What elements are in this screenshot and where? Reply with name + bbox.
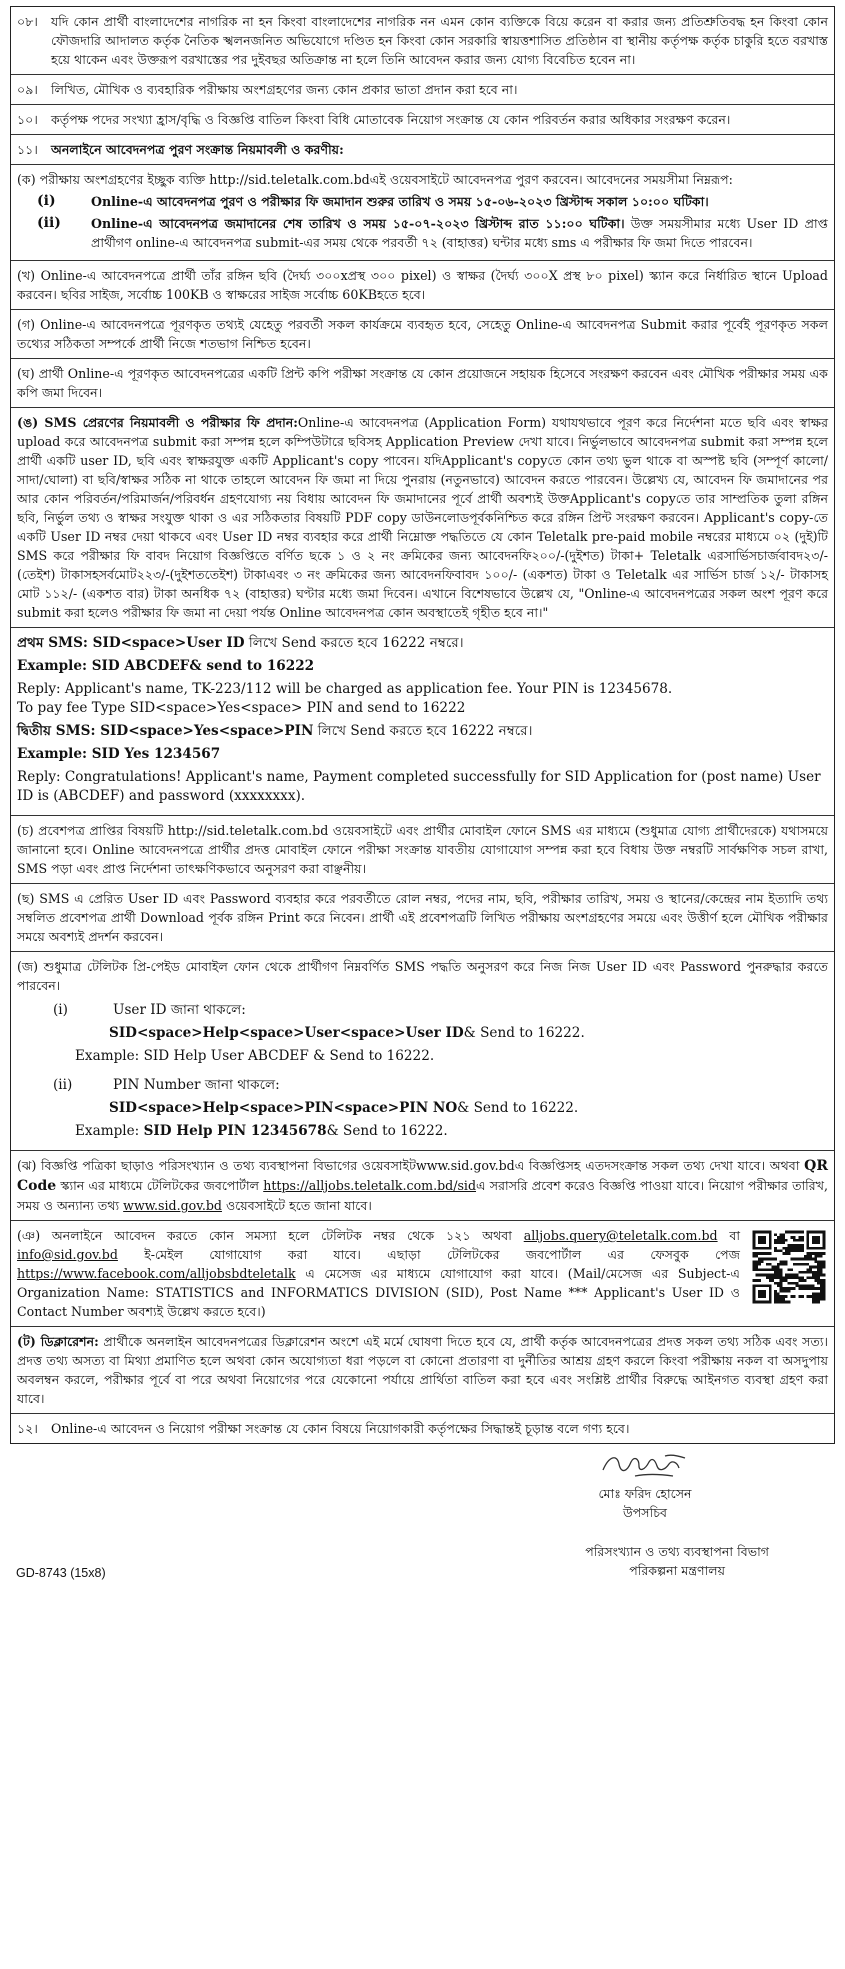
facebook-page-link[interactable]: https://www.facebook.com/alljobsbdteletalk: [17, 1266, 296, 1281]
roman-number: (ii): [53, 1077, 73, 1093]
qr-code-label: QR Code: [17, 1158, 828, 1194]
qr-code-icon[interactable]: [750, 1228, 828, 1306]
jha-text-2: স্ক্যান এর মাধ্যমে টেলিটকের জবপোর্টাল: [56, 1178, 264, 1193]
user-id-command: SID<space>Help<space>User<space>User ID: [109, 1025, 464, 1041]
pin-example-pre: Example:: [75, 1123, 144, 1139]
sub-clause-uma: [11, 408, 834, 628]
schedule-end-bold: Online-এ আবেদনপত্র জমাদানের শেষ তারিখ ও সময় ১৫-০৭-২০২৩ খ্রিস্টাব্দ রাত ১১:০০ ঘটিকা।: [91, 216, 625, 231]
sub-clause-ta: [11, 1327, 834, 1414]
notice-frame: [10, 6, 835, 1444]
pin-example-bold: SID Help PIN 12345678: [143, 1123, 327, 1139]
gd-code: GD-8743 (15x8): [16, 1566, 106, 1580]
pin-known-title: PIN Number জানা থাকলে:: [113, 1077, 280, 1093]
clause-09: [11, 75, 834, 105]
division-name: পরিসংখ্যান ও তথ্য ব্যবস্থাপনা বিভাগ: [585, 1544, 769, 1559]
sub-clause-kha: (খ) Online-এ আবেদনপত্রে প্রার্থী তাঁর রঙ্গিন ছবি (দৈর্ঘ্য ৩০০xপ্রস্থ ৩০০ pixel) ও স্বাক্ষর (দৈর্ঘ্য ৩০০X প্রস্থ ৮০ pixel) স্ক্যান করে নির্ধারিত স্থানে Upload করবেন। ছবির সাইজ, সর্বোচ্চ 100KB ও স্বাক্ষরের সাইজ সর্বোচ্চ 60KBহতে হবে।: [11, 261, 834, 310]
clause-number: ১১।: [17, 142, 38, 157]
jha-text-3: এ সরাসরি প্রবেশ করেও বিজ্ঞপ্তি পাওয়া যাবে। নিয়োগ পরীক্ষার তারিখ, সময় ও অন্যান্য তথ্য: [17, 1178, 828, 1213]
user-id-example: Example: SID Help User ABCDEF & Send to 16222.: [75, 1048, 435, 1064]
clause-10: [11, 105, 834, 135]
sub-clause-cha: (চ) প্রবেশপত্র প্রাপ্তির বিষয়টি http://sid.teletalk.com.bd ওয়েবসাইটে এবং প্রার্থীর মোবাইল ফোনে SMS এর মাধ্যমে (শুধুমাত্র যোগ্য প্রার্থীদেরকে) যথাসময়ে জানানো হবে। Online আবেদনপত্রে প্রার্থীর প্রদত্ত মোবাইল ফোনে পরীক্ষা সংক্রান্ত যাবতীয় যোগাযোগ সম্পন্ন করা হবে বিধায় উক্ত নম্বরটি সার্বক্ষণিক সচল রাখা, SMS পড়া এবং প্রাপ্ত নির্দেশনা তাৎক্ষণিকভাবে অনুসরণ করা বাঞ্ছনীয়।: [11, 816, 834, 884]
first-sms-example: Example: SID ABCDEF& send to 16222: [17, 658, 315, 674]
alljobs-sid-link[interactable]: https://alljobs.teletalk.com.bd/sid: [263, 1178, 477, 1193]
roman-number: (ii): [37, 215, 61, 231]
sub-clause-ja: [11, 952, 834, 1151]
sub-clause-ka: [11, 165, 834, 261]
clause-08: [11, 7, 834, 75]
handwritten-signature-icon: [595, 1448, 695, 1482]
clause-number: ০৮।: [17, 14, 38, 29]
schedule-start-text: Online-এ আবেদনপত্র পুরণ ও পরীক্ষার ফি জমাদান শুরুর তারিখ ও সময় ১৫-০৬-২০২৩ খ্রিস্টাব্দ সকাল ১০:০০ ঘটিকা।: [91, 194, 709, 209]
sms-instructions: [11, 628, 834, 816]
clause-12: [11, 1414, 834, 1443]
schedule-start: [37, 192, 828, 211]
nya-text-2: বা: [717, 1228, 740, 1243]
declaration-text: প্রার্থীকে অনলাইন আবেদনপত্রের ডিক্লারেশন অংশে এই মর্মে ঘোষণা দিতে হবে যে, প্রার্থী কর্তৃক আবেদনপত্রের প্রদত্ত সকল তথ্য সঠিক এবং সত্য। প্রদত্ত তথ্য অসত্য বা মিথ্যা প্রমাণিত হলে অথবা কোন অযোগ্যতা ধরা পড়লে বা কোনো প্রতারণা বা দুর্নীতির আশ্রয় গ্রহণ করলে কিংবা পরীক্ষায় নকল বা অসদুপায় অবলম্বন করলে, পরীক্ষার পূর্বে বা পরে অথবা নিয়োগের পরে যেকোনো পর্যায়ে প্রার্থিতা বাতিল করা হবে এবং সংশ্লিষ্ট প্রার্থীর বিরুদ্ধে আইনগত ব্যবস্থা গ্রহণ করা যাবে।: [17, 1334, 828, 1406]
first-sms-rest: লিখে Send করতে হবে 16222 নম্বরে।: [244, 635, 464, 651]
clause-heading: অনলাইনে আবেদনপত্র পুরণ সংক্রান্ত নিয়মাবলী ও করণীয়:: [51, 142, 344, 157]
sub-clause-ga: (গ) Online-এ আবেদনপত্রে পূরণকৃত তথ্যই যেহেতু পরবর্তী সকল কার্যক্রমে ব্যবহৃত হবে, সেহেতু Online-এ আবেদনপত্র Submit করার পূর্বেই পূরণকৃত সকল তথ্যের সঠিকতা সম্পর্কে প্রার্থী নিজে শতভাগ নিশ্চিত হবেন।: [11, 310, 834, 359]
pin-command-rest: & Send to 16222.: [457, 1100, 579, 1116]
declaration-heading: (ট) ডিক্লারেশন:: [17, 1334, 99, 1349]
roman-number: (i): [53, 1002, 68, 1018]
schedule-end-rest: উক্ত সময়সীমার মধ্যে User ID প্রাপ্ত প্রার্থীগণ online-এ আবেদনপত্র submit-এর সময় থেকে পরবর্তী ৭২ (বাহাত্তর) ঘন্টার মধ্যে sms এ পরীক্ষার ফি জমা দিতে পারবেন।: [91, 216, 828, 250]
schedule-end: [37, 214, 828, 252]
signatory-name: মোঃ ফরিদ হোসেন: [598, 1486, 692, 1501]
second-sms-label: দ্বিতীয় SMS: SID<space>Yes<space>PIN: [17, 723, 314, 739]
sub-clause-gha: (ঘ) প্রার্থী Online-এ পূরণকৃত আবেদনপত্রের একটি প্রিন্ট কপি পরীক্ষা সংক্রান্ত যে কোন প্রয়োজনে সহায়ক হিসেবে সংরক্ষণ করবেন এবং মৌখিক পরীক্ষার সময় এক কপি জমা দিবেন।: [11, 359, 834, 408]
clause-text: লিখিত, মৌখিক ও ব্যবহারিক পরীক্ষায় অংশগ্রহণের জন্য কোন প্রকার ভাতা প্রদান করা হবে না।: [51, 82, 518, 97]
signatory-block: [595, 1448, 695, 1522]
user-id-known-title: User ID জানা থাকলে:: [113, 1002, 246, 1018]
footer: [10, 1542, 835, 1580]
nya-text-1: (ঞ) অনলাইনে আবেদন করতে কোন সমস্যা হলে টেলিটক নম্বর থেকে ১২১ অথবা: [17, 1228, 524, 1243]
user-id-command-rest: & Send to 16222.: [463, 1025, 585, 1041]
pin-command: SID<space>Help<space>PIN<space>PIN NO: [109, 1100, 458, 1116]
second-sms-reply: Reply: Congratulations! Applicant's name, Payment completed successfully for SID Application for (post name) User ID is (ABCDEF) and password (xxxxxxxx).: [17, 769, 821, 804]
sms-rules-heading: (ঙ) SMS প্রেরণের নিয়মাবলী ও পরীক্ষার ফি প্রদান:: [17, 415, 298, 430]
clause-text: Online-এ আবেদন ও নিয়োগ পরীক্ষা সংক্রান্ত যে কোন বিষয়ে নিয়োগকারী কর্তৃপক্ষের সিদ্ধান্তই চূড়ান্ত বলে গণ্য হবে।: [51, 1421, 630, 1436]
jha-text-4: ওয়েবসাইটে হতে জানা যাবে।: [221, 1198, 372, 1213]
clause-11-heading: [11, 135, 834, 165]
nya-text-4: এ মেসেজ এর মাধ্যমে যোগাযোগ করা যাবে। (Mail/মেসেজ এর Subject-এ Organization Name: STATISTICS and INFORMATICS DIVISION (SID), Post Name *** Applicant's User ID ও Contact Number অবশ্যই উল্লেখ করতে হবে।): [17, 1266, 740, 1319]
nya-text-3: ই-মেইল যোগাযোগ করা যাবে। এছাড়া টেলিটকের জবপোর্টাল এর ফেসবুক পেজ: [117, 1247, 740, 1262]
ministry-name: পরিকল্পনা মন্ত্রণালয়: [629, 1563, 726, 1578]
sid-website-link[interactable]: www.sid.gov.bd: [123, 1198, 222, 1213]
clause-text: কর্তৃপক্ষ পদের সংখ্যা হ্রাস/বৃদ্ধি ও বিজ্ঞপ্তি বাতিল কিংবা বিধি মোতাবেক নিয়োগ সংক্রান্ত যে কোন পরিবর্তন করার অধিকার সংরক্ষণ করেন।: [51, 112, 731, 127]
roman-number: (i): [37, 193, 56, 209]
jha-text-1: (ঝ) বিজ্ঞপ্তি পত্রিকা ছাড়াও পরিসংখ্যান ও তথ্য ব্যবস্থাপনা বিভাগের ওয়েবসাইটwww.sid.gov.bdএ বিজ্ঞপ্তিসহ এতদসংক্রান্ত সকল তথ্য দেখা যাবে। অথবা: [17, 1158, 805, 1173]
clause-number: ১০।: [17, 112, 38, 127]
second-sms-rest: লিখে Send করতে হবে 16222 নম্বরে।: [313, 723, 533, 739]
sms-rules-text: Online-এ আবেদনপত্র (Application Form) যথাযথভাবে পূরণ করে নির্দেশনা মতে ছবি এবং স্বাক্ষর upload করে আবেদনপত্র submit করা সম্পন্ন হলে কম্পিউটারে ছবিসহ Application Preview দেখা যাবে। নির্ভুলভাবে আবেদনপত্র submit করা সম্পন্ন হলে প্রার্থী একটি user ID, ছবি এবং স্বাক্ষরযুক্ত একটি Applicant's copy পাবেন। যদিApplicant's copyতে কোন তথ্য ভুল থাকে বা অস্পষ্ট ছবি (সম্পূর্ণ কালো/সাদা/ঘোলা) বা ছবি/স্বাক্ষর সঠিক না থাকে তাহলে আবেদন ফি জমা না দিয়ে পুনরায় (নতুনভাবে) আবেদন করতে পারবেন। উল্লেখ্য যে, আবেদন ফি জমাদানের পর আর কোন পরিবর্তন/পরিমার্জন/পরিবর্ধন গ্রহণযোগ্য নয় বিধায় আবেদন ফি জমাদানের পূর্বে প্রার্থী অবশ্যই উক্তApplicant's copyতে তার সাম্প্রতিক তুলা রঙ্গিন ছবি, নির্ভুল তথ্য ও স্বাক্ষর সংযুক্ত থাকা ও এর সঠিকতার বিষয়টি PDF copy ডাউনলোডপূর্বকনিশ্চিত করে রঙ্গিন প্রিন্ট সংরক্ষণ করবেন। Applicant's copy-তে একটি User ID নম্বর দেয়া থাকবে এবং User ID নম্বর ব্যবহার করে প্রার্থী নিম্নোক্ত পদ্ধতিতে যে কোন Teletalk pre-paid mobile নম্বরের মাধ্যমে ০২ (দুই)টি SMS করে পরীক্ষার ফি বাবদ নিয়োগ বিজ্ঞপ্তিতে বর্ণিত ছকে ১ ও ২ নং ক্রমিকের জন্য আবেদনফি২০০/-(দুইশত) টাকা+ Teletalk এরসার্ভিসচার্জবাবদ২৩/- (তেইশ) টাকাসহসর্বমোট২২৩/-(দুইশততেইশ) টাকাএবং ৩ নং ক্রমিকের জন্য আবেদনফিবাবদ ১০০/- (একশত) টাকা ও Teletalk এর সার্ভিস চার্জ ১২/- টাকাসহ মোট ১১২/- (একশত বার) টাকা অনধিক ৭২ (বাহাত্তর) ঘণ্টার মধ্যে জমা দিবেন। এখানে বিশেষভাবে উল্লেখ যে, "Online-এ আবেদনপত্রের সকল অংশ পূরণ করে submit করা হলেও পরীক্ষার ফি জমা না দেয়া পর্যন্ত Online আবেদনপত্র কোন অবস্থাতেই গৃহীত হবে না।": [17, 415, 829, 620]
first-sms-reply-2: To pay fee Type SID<space>Yes<space> PIN and send to 16222: [17, 700, 466, 716]
signature-area: [10, 1444, 835, 1542]
teletalk-query-email-link[interactable]: alljobs.query@teletalk.com.bd: [523, 1228, 718, 1243]
second-sms-example: Example: SID Yes 1234567: [17, 746, 221, 762]
clause-number: ০৯।: [17, 82, 38, 97]
sub-clause-nya: [11, 1221, 834, 1327]
sub-clause-chha: (ছ) SMS এ প্রেরিত User ID এবং Password ব্যবহার করে পরবর্তীতে রোল নম্বর, পদের নাম, ছবি, পরীক্ষার তারিখ, সময় ও স্থানের/কেন্দ্রের নাম ইত্যাদি তথ্য সম্বলিত প্রবেশপত্র প্রার্থী Download পূর্বক রঙ্গিন Print করে নিবেন। প্রার্থী এই প্রবেশপত্রটি লিখিত পরীক্ষায় অংশগ্রহণের সময়ে এবং উত্তীর্ণ হলে মৌখিক পরীক্ষার সময়ে অবশ্যই প্রদর্শন করবেন।: [11, 884, 834, 952]
clause-number: ১২।: [17, 1421, 38, 1436]
pin-example-rest: & Send to 16222.: [326, 1123, 448, 1139]
office-block: [585, 1542, 769, 1580]
sub-clause-ja-text: (জ) শুধুমাত্র টেলিটক প্রি-পেইড মোবাইল ফোন থেকে প্রার্থীগণ নিম্নবর্ণিত SMS পদ্ধতি অনুসরণ করে নিজ নিজ User ID এবং Password পুনরুদ্ধার করতে পারবেন।: [17, 959, 828, 993]
first-sms-reply: Reply: Applicant's name, TK-223/112 will be charged as application fee. Your PIN is 12345678.: [17, 681, 673, 697]
sub-clause-ka-text: (ক) পরীক্ষায় অংশগ্রহণের ইচ্ছুক ব্যক্তি http://sid.teletalk.com.bdএই ওয়েবসাইটে আবেদনপত্র পুরণ করবেন। আবেদনের সময়সীমা নিম্নরূপ:: [17, 172, 733, 187]
signatory-designation: উপসচিব: [622, 1505, 668, 1520]
sub-clause-jha: [11, 1151, 834, 1221]
sid-info-email-link[interactable]: info@sid.gov.bd: [17, 1247, 118, 1262]
clause-text: যদি কোন প্রার্থী বাংলাদেশের নাগরিক না হন কিংবা বাংলাদেশের নাগরিক নন এমন কোন ব্যক্তিকে বিয়ে করেন বা করার জন্য প্রতিশ্রুতিবদ্ধ হন কিংবা কোন ফৌজদারি আদালত কর্তৃক নৈতিক স্খলনজনিত অভিযোগে দণ্ডিত হন কিংবা কোন সরকারি স্বায়ত্তশাসিত প্রতিষ্ঠান বা স্থানীয় কর্তৃপক্ষ কর্তৃক চাকুরি হতে বরখাস্ত হয়ে থাকেন এবং উক্তরূপ বরখাস্তের পর দুইবছর অতিক্রান্ত না হলে তিনি আবেদন করার জন্য যোগ্য বিবেচিত হবেন না।: [51, 14, 828, 67]
first-sms-label: প্রথম SMS: SID<space>User ID: [17, 635, 245, 651]
